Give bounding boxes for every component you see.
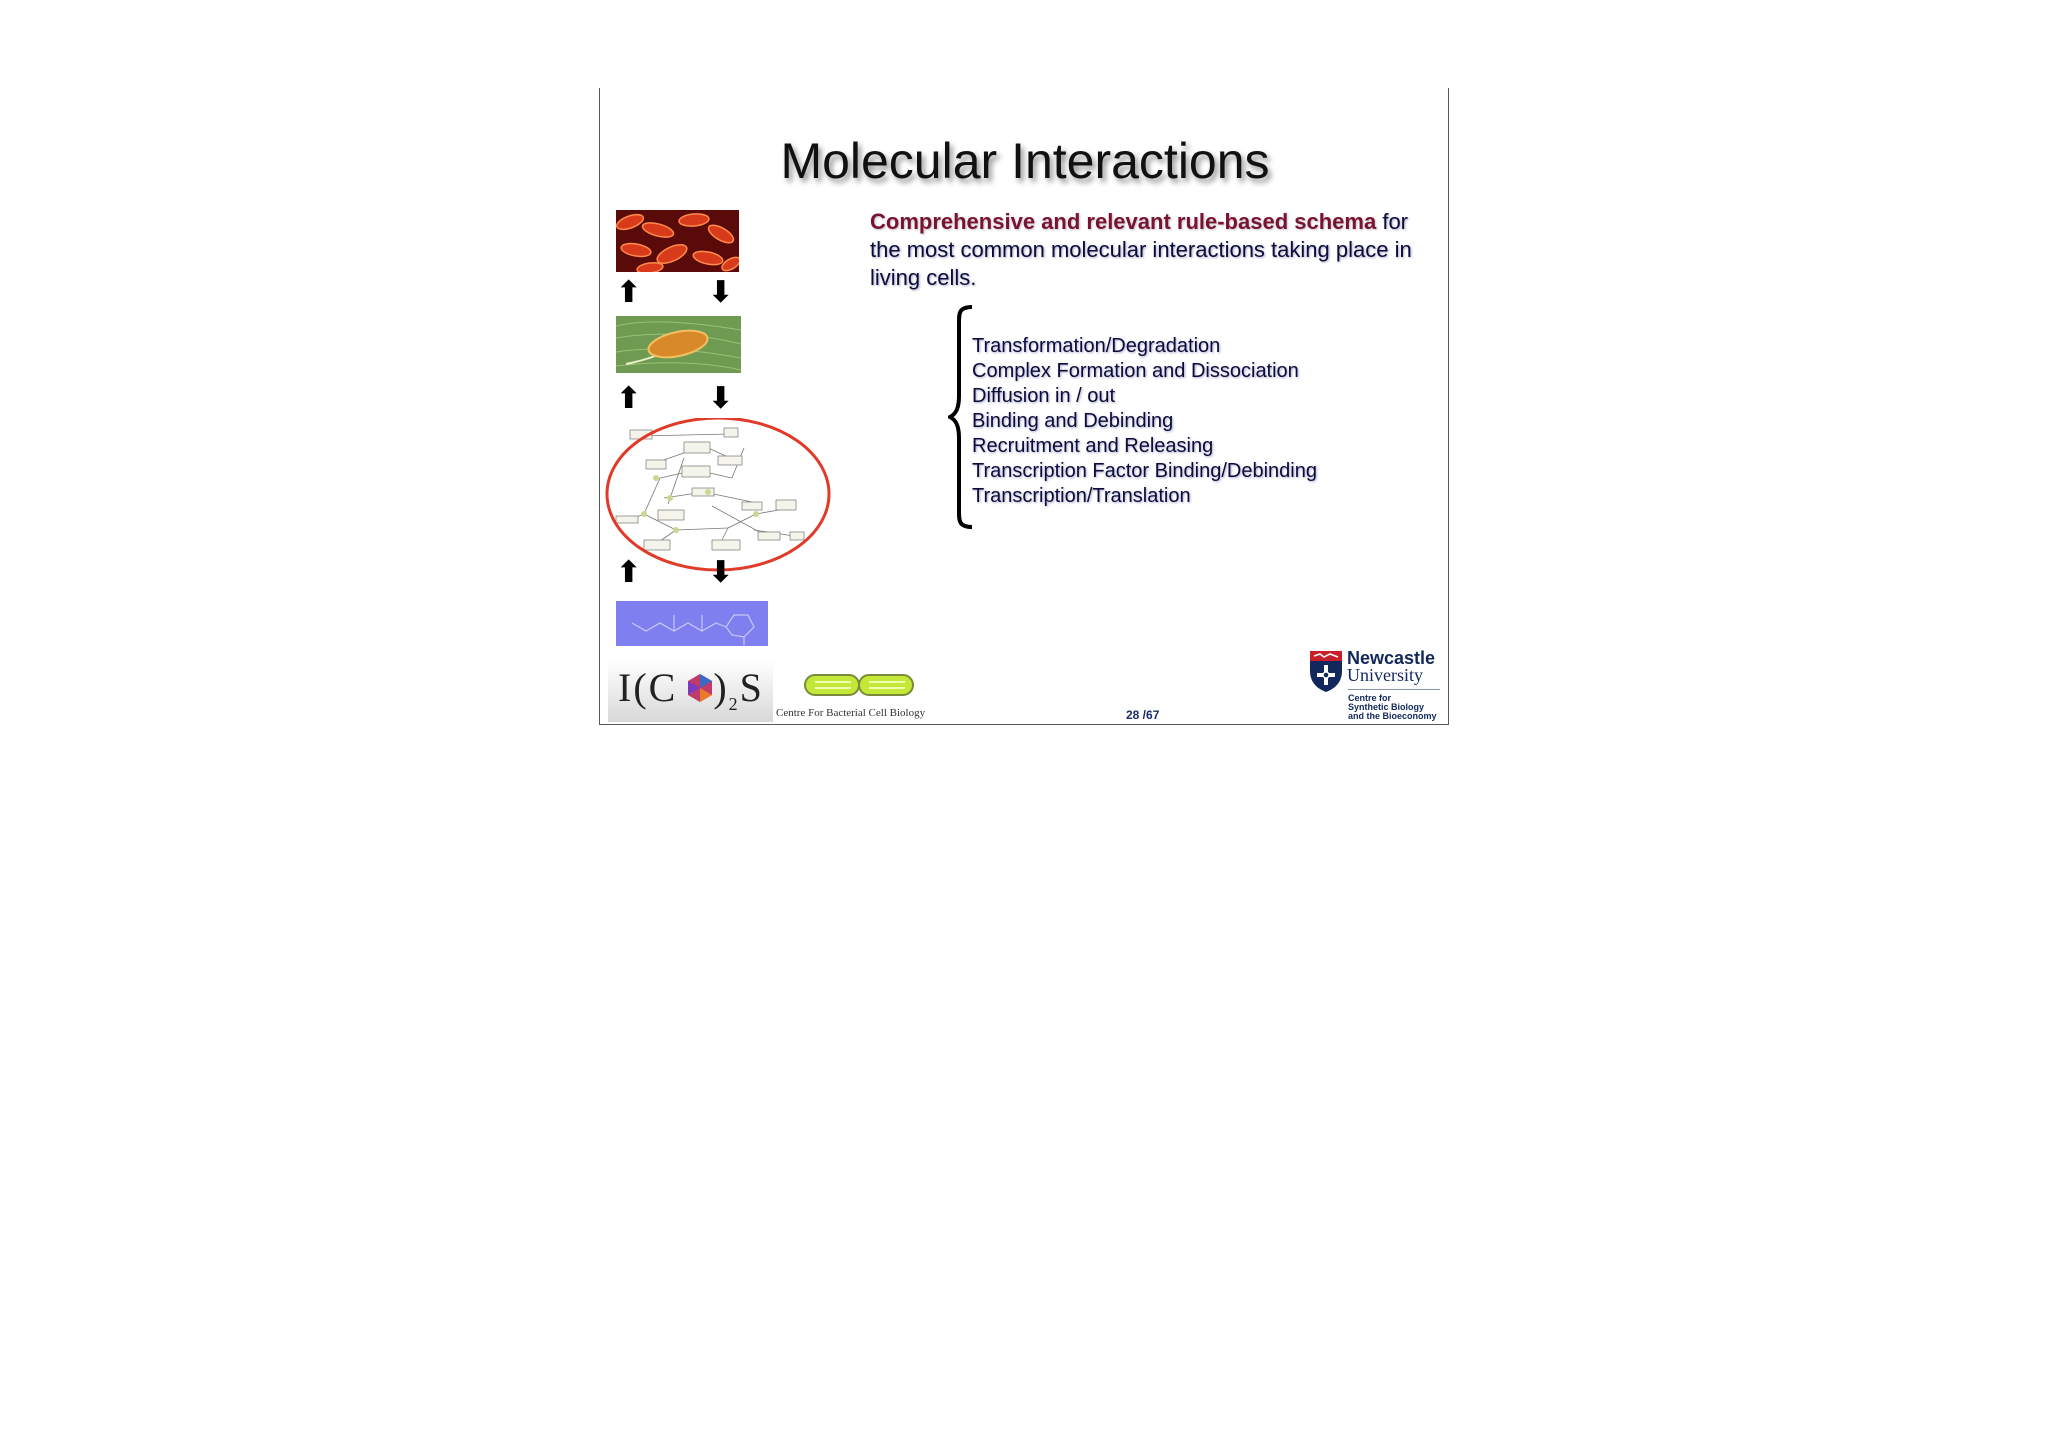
icos-main: I(C	[618, 665, 678, 710]
icos-end: S	[739, 665, 764, 710]
down-arrow-icon: ⬇	[708, 382, 734, 415]
university-name: Newcastle	[1347, 648, 1436, 668]
intro-highlight: Comprehensive and relevant rule-based schema	[870, 209, 1377, 234]
single-cell-image	[616, 316, 741, 373]
centre-line: Synthetic Biology	[1348, 702, 1425, 712]
curly-brace-icon	[948, 304, 974, 530]
centre-line: Centre for	[1348, 693, 1392, 703]
icos-close: )	[713, 665, 729, 710]
cbcb-bacteria-logo-icon	[803, 670, 915, 700]
cbcb-label: Centre For Bacterial Cell Biology	[776, 707, 926, 719]
university-divider	[1348, 689, 1440, 690]
page-number: 28 /67	[1126, 708, 1160, 722]
list-item: Transcription Factor Binding/Debinding	[972, 460, 1317, 482]
bacteria-population-image	[616, 210, 739, 272]
up-arrow-icon: ⬆	[616, 556, 642, 589]
icos-sub: 2	[728, 694, 740, 714]
up-arrow-icon: ⬆	[616, 276, 642, 309]
down-arrow-icon: ⬇	[708, 556, 734, 589]
down-arrow-icon: ⬇	[708, 276, 734, 309]
centre-label	[1348, 694, 1437, 721]
molecule-structure-image	[616, 601, 768, 646]
list-item: Transformation/Degradation	[972, 335, 1221, 357]
newcastle-shield-icon	[1308, 649, 1344, 693]
list-item: Transcription/Translation	[972, 485, 1191, 507]
interaction-list	[972, 334, 1317, 509]
intro-text	[870, 208, 1430, 292]
intro-rest: for the most common molecular interactions taking place in living cells.	[870, 209, 1412, 290]
centre-line: and the Bioeconomy	[1348, 711, 1437, 721]
up-arrow-icon: ⬆	[616, 382, 642, 415]
university-word: University	[1347, 665, 1423, 685]
list-item: Recruitment and Releasing	[972, 435, 1214, 457]
list-item: Complex Formation and Dissociation	[972, 360, 1299, 382]
list-item: Diffusion in / out	[972, 385, 1116, 407]
icos-logo	[618, 664, 764, 715]
interaction-network-diagram	[604, 418, 832, 578]
list-item: Binding and Debinding	[972, 410, 1174, 432]
slide-title: Molecular Interactions	[780, 133, 1270, 189]
slide	[599, 88, 1449, 725]
